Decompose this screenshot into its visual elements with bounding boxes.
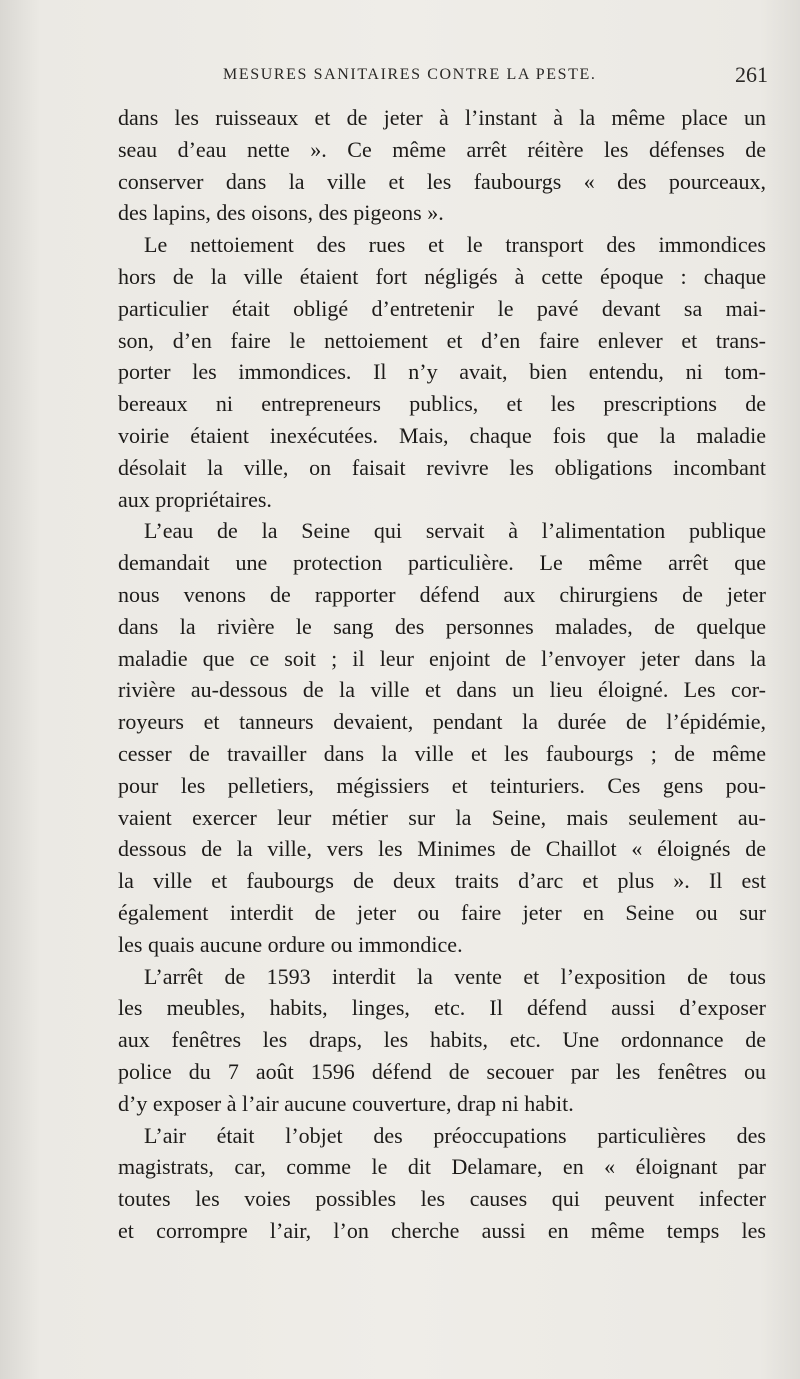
text-line: L’air était l’objet des préoccupations particulières des (144, 1122, 766, 1148)
text-line: L’eau de la Seine qui servait à l’alimentation publique (144, 518, 766, 544)
text-line: la ville et faubourgs de deux traits d’arc et plus ». Il est (118, 868, 766, 894)
text-line: Le nettoiement des rues et le transport des immondices (144, 232, 766, 258)
text-line: nous venons de rapporter défend aux chirurgiens de jeter (118, 581, 766, 607)
text-line: aux fenêtres les draps, les habits, etc. Une ordonnance de (118, 1027, 766, 1053)
text-line: vaient exercer leur métier sur la Seine, mais seulement au- (118, 804, 766, 830)
text-line: seau d’eau nette ». Ce même arrêt réitère les défenses de (118, 136, 766, 162)
text-line: royeurs et tanneurs devaient, pendant la durée de l’épidémie, (118, 709, 766, 735)
text-line: conserver dans la ville et les faubourgs « des pourceaux, (118, 168, 766, 194)
text-line: les quais aucune ordure ou immondice. (118, 931, 463, 957)
text-line: maladie que ce soit ; il leur enjoint de l’envoyer jeter dans la (118, 645, 766, 671)
text-line: particulier était obligé d’entretenir le pavé devant sa mai- (118, 295, 766, 321)
text-line: dans les ruisseaux et de jeter à l’instant à la même place un (118, 105, 766, 130)
body-text (118, 102, 766, 1247)
text-line: son, d’en faire le nettoiement et d’en faire enlever et trans- (118, 327, 766, 353)
text-line: hors de la ville étaient fort négligés à cette époque : chaque (118, 263, 766, 289)
text-line: cesser de travailler dans la ville et les faubourgs ; de même (118, 740, 766, 766)
running-title: MESURES SANITAIRES CONTRE LA PESTE. (223, 66, 597, 83)
text-line: dans la rivière le sang des personnes malades, de quelque (118, 613, 766, 639)
page-number: 261 (735, 62, 768, 87)
text-line: magistrats, car, comme le dit Delamare, en « éloignant par (118, 1154, 766, 1180)
text-line: et corrompre l’air, l’on cherche aussi en même temps les (118, 1217, 766, 1243)
text-line: rivière au-dessous de la ville et dans un lieu éloigné. Les cor- (118, 677, 766, 703)
text-line: aux propriétaires. (118, 486, 272, 512)
text-line: voirie étaient inexécutées. Mais, chaque fois que la maladie (118, 422, 766, 448)
text-line: pour les pelletiers, mégissiers et teinturiers. Ces gens pou- (118, 772, 766, 798)
text-line: les meubles, habits, linges, etc. Il défend aussi d’exposer (118, 995, 766, 1021)
text-line: L’arrêt de 1593 interdit la vente et l’exposition de tous (144, 963, 766, 989)
text-line: bereaux ni entrepreneurs publics, et les prescriptions de (118, 391, 766, 417)
text-line: désolait la ville, on faisait revivre les obligations incombant (118, 454, 766, 480)
page-header (118, 62, 768, 92)
text-line: toutes les voies possibles les causes qui peuvent infecter (118, 1186, 766, 1212)
text-line: des lapins, des oisons, des pigeons ». (118, 200, 444, 226)
text-line: demandait une protection particulière. Le même arrêt que (118, 550, 766, 576)
text-line: police du 7 août 1596 défend de secouer par les fenêtres ou (118, 1058, 766, 1084)
text-line: porter les immondices. Il n’y avait, bien entendu, ni tom- (118, 359, 766, 385)
text-line: dessous de la ville, vers les Minimes de Chaillot « éloignés de (118, 836, 766, 862)
text-line: d’y exposer à l’air aucune couverture, drap ni habit. (118, 1090, 574, 1116)
text-line: également interdit de jeter ou faire jeter en Seine ou sur (118, 899, 766, 925)
